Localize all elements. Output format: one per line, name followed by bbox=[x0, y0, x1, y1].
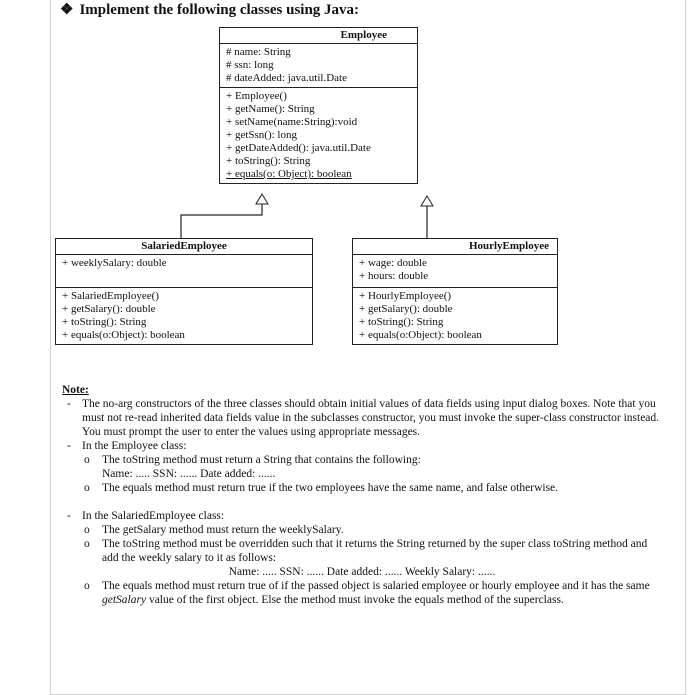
hourly-method: + equals(o:Object): boolean bbox=[359, 329, 482, 341]
diamond-bullet-icon: ❖ bbox=[60, 2, 74, 18]
employee-method: + setName(name:String):void bbox=[226, 116, 358, 128]
employee-method: + Employee() bbox=[226, 90, 287, 102]
dash-bullet-icon: - bbox=[67, 510, 71, 522]
employee-method: + getDateAdded(): java.util.Date bbox=[226, 142, 371, 154]
salaried-methods bbox=[56, 288, 312, 344]
hourly-methods bbox=[353, 288, 557, 344]
notes-section bbox=[62, 383, 662, 607]
circle-bullet-icon: o bbox=[84, 580, 90, 592]
salaried-class-title: SalariedEmployee bbox=[56, 239, 312, 255]
employee-class-title: Employee bbox=[220, 28, 417, 44]
note-text-part: value of the first object. Else the method must invoke the equals method of the superclass. bbox=[146, 594, 564, 606]
note-item bbox=[62, 397, 662, 439]
circle-bullet-icon: o bbox=[84, 524, 90, 536]
hourly-class-title: HourlyEmployee bbox=[353, 239, 557, 255]
note-subitem bbox=[62, 453, 662, 467]
note-subitem bbox=[62, 523, 662, 537]
heading-text: Implement the following classes using Java: bbox=[79, 2, 360, 18]
note-text: The getSalary method must return the weeklySalary. bbox=[102, 524, 344, 536]
note-subitem bbox=[62, 481, 662, 495]
hourly-method: + getSalary(): double bbox=[359, 303, 453, 315]
employee-field: # name: String bbox=[226, 46, 291, 58]
salaried-fields bbox=[56, 255, 312, 288]
note-text: The toString method must return a String that contains the following: bbox=[102, 454, 421, 466]
hourly-field: + hours: double bbox=[359, 270, 429, 282]
salaried-field: + weeklySalary: double bbox=[62, 257, 167, 269]
hourly-method: + HourlyEmployee() bbox=[359, 290, 452, 302]
inheritance-arrowhead-right bbox=[421, 196, 433, 206]
note-text: In the SalariedEmployee class: bbox=[82, 510, 225, 522]
dash-bullet-icon: - bbox=[67, 440, 71, 452]
note-text-part: The equals method must return true of if the passed object is salaried employee or hourly employee and it has the same bbox=[102, 580, 650, 592]
salaried-method: + getSalary(): double bbox=[62, 303, 156, 315]
hourly-method: + toString(): String bbox=[359, 316, 444, 328]
employee-field: # ssn: long bbox=[226, 59, 274, 71]
employee-method: + toString(): String bbox=[226, 155, 311, 167]
hourly-field: + wage: double bbox=[359, 257, 427, 269]
note-text: The toString method must be overridden such that it returns the String returned by the super class toString method and add the weekly salary to it as follows: bbox=[102, 538, 648, 564]
inheritance-arrowhead-left bbox=[256, 194, 268, 204]
salaried-method: + toString(): String bbox=[62, 316, 147, 328]
hourly-fields bbox=[353, 255, 557, 288]
salaried-class-box bbox=[55, 238, 313, 345]
note-item bbox=[62, 439, 662, 453]
inheritance-arrows bbox=[0, 0, 700, 260]
note-text bbox=[102, 580, 650, 606]
employee-method: + getSsn(): long bbox=[226, 129, 297, 141]
hourly-class-box bbox=[352, 238, 558, 345]
format-line: Name: ..... SSN: ...... Date added: ...... Weekly Salary: ...... bbox=[228, 566, 496, 578]
employee-method: + equals(o: Object): boolean bbox=[226, 168, 352, 180]
notes-title: Note: bbox=[62, 384, 89, 396]
circle-bullet-icon: o bbox=[84, 482, 90, 494]
circle-bullet-icon: o bbox=[84, 454, 90, 466]
note-item bbox=[62, 509, 662, 523]
inheritance-line-salaried bbox=[181, 204, 262, 238]
format-line: Name: ..... SSN: ...... Date added: ...... bbox=[102, 468, 276, 480]
circle-bullet-icon: o bbox=[84, 538, 90, 550]
note-text: The equals method must return true if the two employees have the same name, and false otherwise. bbox=[102, 482, 559, 494]
dash-bullet-icon: - bbox=[67, 398, 71, 410]
employee-method: + getName(): String bbox=[226, 103, 315, 115]
note-subitem bbox=[62, 537, 662, 565]
salaried-method: + equals(o:Object): boolean bbox=[62, 329, 185, 341]
salaried-method: + SalariedEmployee() bbox=[62, 290, 159, 302]
note-subitem bbox=[62, 579, 662, 607]
note-text: The no-arg constructors of the three classes should obtain initial values of data fields using input dialog boxes. Note that you must not re-read inherited data fields value in the subclasses constructor, you must invoke the super-class constructor instead. You must prompt the user to enter the values using appropriate messages. bbox=[82, 398, 660, 438]
note-text: In the Employee class: bbox=[82, 440, 187, 452]
employee-field: # dateAdded: java.util.Date bbox=[226, 72, 347, 84]
note-text-emphasis: getSalary bbox=[102, 594, 147, 606]
